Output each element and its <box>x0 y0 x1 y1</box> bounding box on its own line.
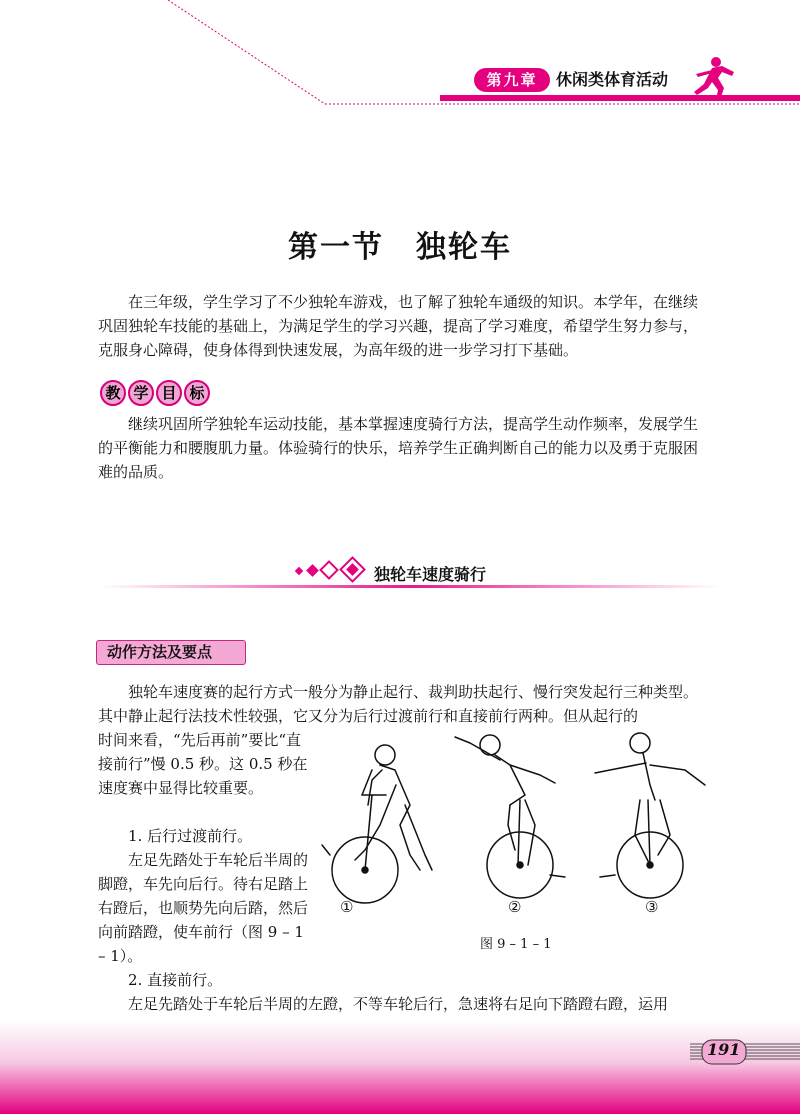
unicycle-rider-illustration <box>310 725 710 925</box>
item-1-text: 左足先踏处于车轮后半周的脚蹬，车先向后行。待右足踏上右蹬后，也顺势先向后踏，然后向前踏蹬，使车前行（图 9 – 1 – 1）。 <box>98 851 309 965</box>
intro-paragraph: 在三年级，学生学习了不少独轮车游戏，也了解了独轮车通级的知识。本学年，在继续巩固独轮车技能的基础上，为满足学生的学习兴趣，提高了学习难度，希望学生努力参与，克服身心障碍，使身体得到快速发展，为高年级的进一步学习打下基础。 <box>98 293 699 359</box>
header-decoration <box>0 0 800 110</box>
figure-label-2: ② <box>508 898 522 916</box>
page-number: 191 <box>707 1040 741 1059</box>
chapter-title: 休闲类体育活动 <box>556 70 669 89</box>
rider-2-illustration <box>455 735 565 898</box>
objectives-badge-char: 学 <box>128 380 154 406</box>
chapter-badge: 第九章 <box>474 68 550 92</box>
figure-label-1: ① <box>340 898 354 916</box>
method-paragraph-1: 独轮车速度赛的起行方式一般分为静止起行、裁判助扶起行、慢行突发起行三种类型。其中静止起行法技术性较强，它又分为后行过渡前行和直接前行两种。但从起行的 <box>98 683 699 725</box>
rider-3-illustration <box>595 733 705 898</box>
figure-label-3: ③ <box>645 898 659 916</box>
objectives-badge <box>100 380 210 406</box>
method-badge: 动作方法及要点 <box>96 640 246 665</box>
rider-1-illustration <box>322 745 432 903</box>
item-1-title: 1. 后行过渡前行。 <box>128 827 253 845</box>
objectives-badge-char: 教 <box>100 380 126 406</box>
figure-caption: 图 9 – 1 – 1 <box>480 937 552 952</box>
diamond-ornament-icon <box>295 557 365 581</box>
objectives-badge-char: 目 <box>156 380 182 406</box>
objectives-text: 继续巩固所学独轮车运动技能，基本掌握速度骑行方法，提高学生动作频率，发展学生的平衡能力和腰腹肌力量。体验骑行的快乐，培养学生正确判断自己的能力以及勇于克服困难的品质。 <box>98 415 699 481</box>
method-paragraph-1-wrap: 时间来看，“先后再前”要比“直接前行”慢 0.5 秒。这 0.5 秒在速度赛中显得比较重要。 <box>98 731 308 797</box>
item-2-title: 2. 直接前行。 <box>128 971 223 989</box>
running-figure-icon <box>694 57 734 100</box>
footer-band <box>0 1020 800 1114</box>
topic-title: 独轮车速度骑行 <box>374 565 487 584</box>
objectives-badge-char: 标 <box>184 380 210 406</box>
item-2-text: 左足先踏处于车轮后半周的左蹬，不等车轮后行，急速将右足向下踏蹬右蹬，运用 <box>128 995 669 1013</box>
section-title: 第一节 独轮车 <box>288 230 512 265</box>
